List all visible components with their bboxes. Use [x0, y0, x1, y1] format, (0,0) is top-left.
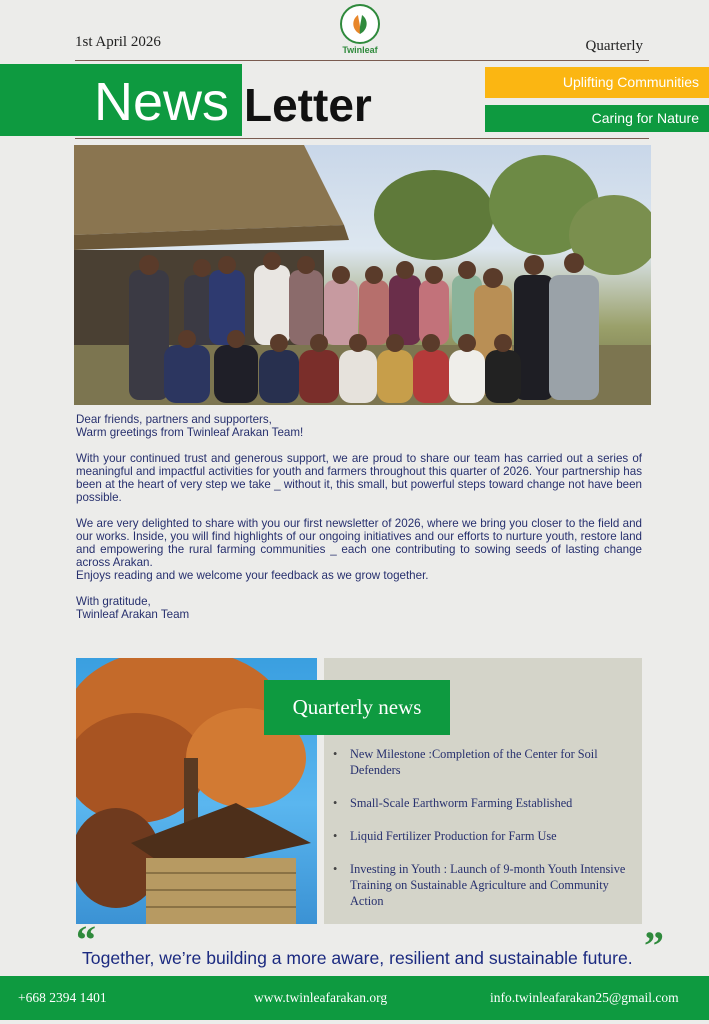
signature: Twinleaf Arakan Team [76, 608, 190, 621]
leaf-icon [340, 4, 380, 44]
quarterly-list [333, 746, 633, 926]
header-rule [75, 60, 649, 61]
quote-open-icon: “ [76, 917, 96, 962]
bullet-icon: • [333, 829, 338, 843]
logo-text: Twinleaf [342, 45, 378, 55]
twinleaf-logo [337, 4, 383, 60]
issue-frequency: Quarterly [585, 38, 643, 54]
title-news: News [94, 72, 230, 132]
list-item-text: Small-Scale Earthworm Farming Established [350, 796, 573, 810]
quarterly-title: Quarterly news [264, 680, 450, 735]
list-item-text: New Milestone :Completion of the Center for Soil Defenders [350, 747, 598, 777]
bullet-icon: • [333, 796, 338, 810]
letter-paragraph: We are very delighted to share with you our first newsletter of 2026, where we bring you closer to the field and our works. Inside, you will find highlights of our ongoing initiatives and our efforts to nurture youth, restore land and empowering the rural farming communities _ each one contributing to sowing seeds of lasting change across Arakan. [76, 517, 642, 569]
quote-text: Together, we’re building a more aware, resilient and sustainable future. [82, 948, 633, 968]
title-rule [75, 138, 649, 139]
list-item [333, 746, 633, 778]
bullet-icon: • [333, 862, 338, 876]
tagline-uplifting: Uplifting Communities [485, 67, 709, 98]
group-photo [74, 145, 651, 405]
list-item [333, 828, 633, 844]
list-item-text: Investing in Youth : Launch of 9-month Youth Intensive Training on Sustainable Agriculture and Community Action [350, 862, 626, 908]
footer-email[interactable]: info.twinleafarakan25@gmail.com [490, 990, 679, 1005]
quote-close-icon: ” [644, 923, 664, 968]
closing-line: With gratitude, [76, 595, 151, 608]
list-item [333, 795, 633, 811]
list-item-text: Liquid Fertilizer Production for Farm Use [350, 829, 557, 843]
footer-phone[interactable]: +668 2394 1401 [18, 990, 107, 1005]
footer-website[interactable]: www.twinleafarakan.org [254, 990, 388, 1005]
bullet-icon: • [333, 747, 338, 761]
title-letter: Letter [244, 79, 372, 131]
greeting-line: Warm greetings from Twinleaf Arakan Team! [76, 426, 304, 439]
footer [0, 976, 709, 1020]
greeting-line: Dear friends, partners and supporters, [76, 413, 272, 426]
list-item [333, 861, 633, 909]
letter-body [76, 413, 642, 621]
tagline-nature: Caring for Nature [485, 105, 709, 132]
letter-paragraph: Enjoys reading and we welcome your feedback as we grow together. [76, 569, 429, 582]
letter-paragraph: With your continued trust and generous support, we are proud to share our team has carried out a series of meaningful and impactful activities for youth and farmers throughout this quarter of 2026. Your partnership has been at the heart of very step we take _ without it, this small, but powerful steps toward change not have been possible. [76, 452, 642, 504]
issue-date: 1st April 2026 [75, 34, 161, 50]
